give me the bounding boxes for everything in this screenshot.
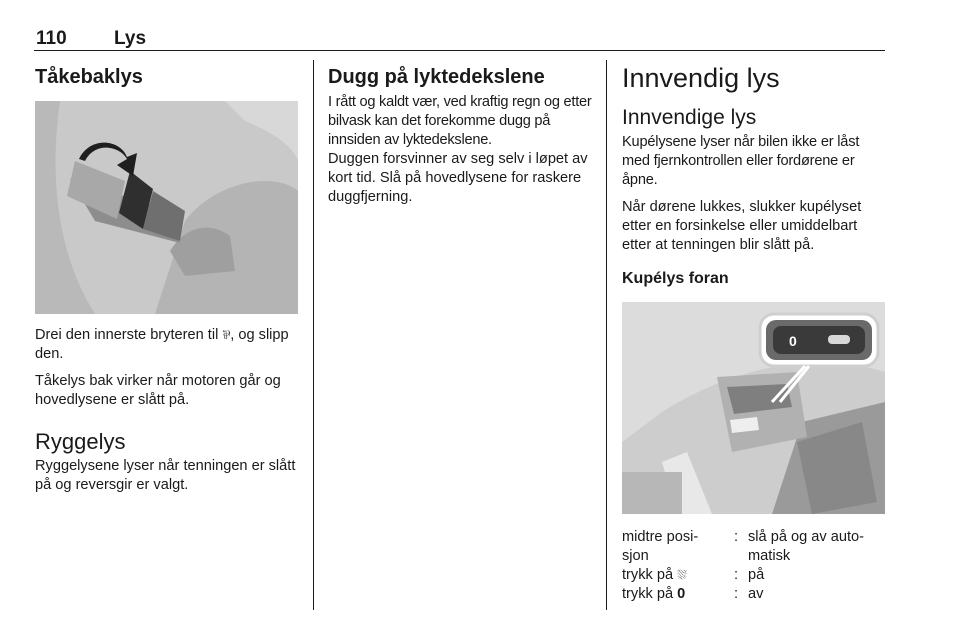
- switch-positions-table: [622, 528, 885, 604]
- table-label-text: trykk på: [622, 586, 678, 602]
- table-value: på: [748, 567, 765, 583]
- column-fog-light: [35, 60, 298, 495]
- fog-text-start: Drei den innerste bryteren til: [35, 327, 223, 343]
- indicator-stalk-illustration: [35, 101, 298, 314]
- paragraph-fog-clearing: Duggen forsvinner av seg selv i løpet av kort tid. Slå på hovedlysene for raskere duggfjerning.: [328, 151, 588, 205]
- heading-interior-lights: Innvendige lys: [622, 106, 757, 129]
- table-label: midtre posi-sjon: [622, 529, 699, 564]
- courtesy-light-icon: ⛆: [677, 568, 687, 582]
- paragraph-fog-cause: I rått og kaldt vær, ved kraftig regn og etter bilvask kan det forekomme dugg på innsiden av lyktedekslene.: [328, 94, 592, 148]
- table-label: [622, 566, 734, 585]
- table-value: av: [748, 586, 764, 602]
- fog-text-end: , og slipp den.: [35, 327, 289, 362]
- page-number: 110: [36, 28, 67, 49]
- header-rule: [34, 50, 885, 51]
- stalk-photo: [35, 101, 298, 314]
- paragraph-reversing: Ryggelysene lyser når tenningen er slått på og reversgir er valgt.: [35, 458, 296, 493]
- switch-zero-label: 0: [789, 333, 797, 349]
- table-value: slå på og av auto-matisk: [748, 529, 865, 564]
- heading-fog-light: Tåkebaklys: [35, 66, 143, 88]
- paragraph-fog-instruction: [35, 326, 298, 364]
- courtesy-light-photo: [622, 302, 885, 514]
- fog-light-icon: ⅌: [222, 328, 231, 342]
- table-label: [622, 585, 734, 604]
- paragraph-door-close: Når dørene lukkes, slukker kupélyset etter en forsinkelse eller umiddelbart etter at tenningen blir slått på.: [622, 199, 862, 253]
- subheading-front-courtesy: Kupélys foran: [622, 270, 729, 287]
- table-label-bold: 0: [677, 586, 686, 602]
- column-divider-1: [313, 60, 314, 610]
- table-separator: :: [734, 567, 739, 583]
- column-fogged-covers: [328, 60, 592, 207]
- lamp-symbol: [828, 335, 850, 344]
- table-label-text: trykk på: [622, 567, 678, 583]
- heading-interior-lighting: Innvendig lys: [622, 63, 780, 93]
- courtesy-light-illustration: [622, 302, 885, 514]
- table-separator: :: [734, 529, 739, 545]
- heading-fogged-covers: Dugg på lyktedekslene: [328, 66, 545, 88]
- paragraph-courtesy-light: Kupélysene lyser når bilen ikke er låst med fjernkontrollen eller fordørene er åpne.: [622, 134, 860, 188]
- column-interior-lights: [622, 60, 885, 604]
- paragraph-fog-operation: Tåkelys bak virker når motoren går og hovedlysene er slått på.: [35, 373, 281, 408]
- table-separator: :: [734, 586, 739, 602]
- section-title: Lys: [114, 28, 147, 49]
- heading-reversing-lights: Ryggelys: [35, 429, 126, 454]
- column-divider-2: [606, 60, 607, 610]
